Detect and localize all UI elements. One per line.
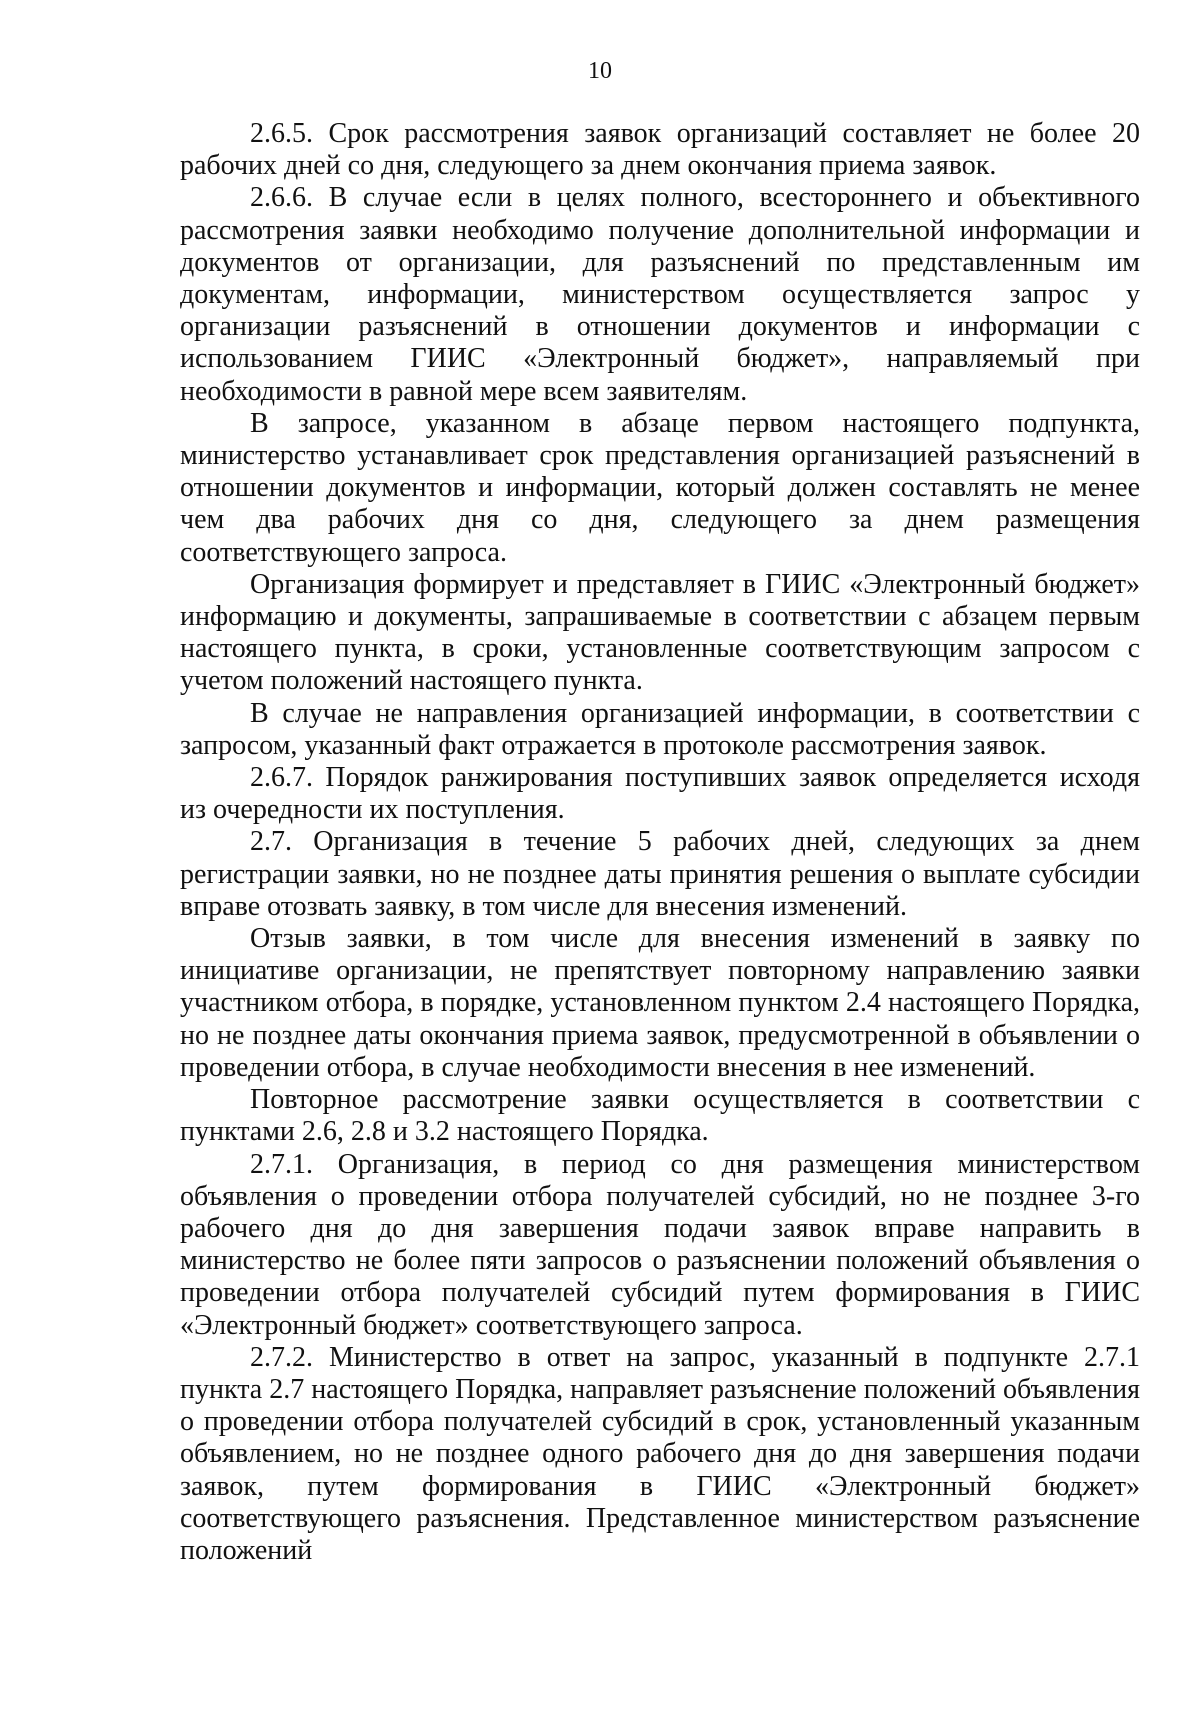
paragraph-2-7-2: 2.7.2. Министерство в ответ на запрос, указанный в подпункте 2.7.1 пункта 2.7 настоящего Порядка, направляет разъяснение положений объявления о проведении отбора получателей субсидий в срок, установленный указанным объявлением, но не позднее одного рабочего дня до дня завершения подачи заявок, путем формирования в ГИИС «Электронный бюджет» соответствующего разъяснения. Представленное министерством разъяснение положений xyxy=(180,1341,1140,1566)
paragraph-2-7-1: 2.7.1. Организация, в период со дня размещения министерством объявления о проведении отбора получателей субсидий, но не позднее 3-го рабочего дня до дня завершения подачи заявок вправе направить в министерство не более пяти запросов о разъяснении положений объявления о проведении отбора получателей субсидий путем формирования в ГИИС «Электронный бюджет» соответствующего запроса. xyxy=(180,1148,1140,1341)
paragraph-2-6-5: 2.6.5. Срок рассмотрения заявок организаций составляет не более 20 рабочих дней со дня, следующего за днем окончания приема заявок. xyxy=(180,118,1140,182)
document-body xyxy=(180,118,1140,1567)
paragraph-2-6-7: 2.6.7. Порядок ранжирования поступивших заявок определяется исходя из очередности их поступления. xyxy=(180,762,1140,826)
paragraph-organization-submits: Организация формирует и представляет в ГИИС «Электронный бюджет» информацию и документы, запрашиваемые в соответствии с абзацем первым настоящего пункта, в сроки, установленные соответствующим запросом с учетом положений настоящего пункта. xyxy=(180,568,1140,697)
paragraph-2-6-6: 2.6.6. В случае если в целях полного, всестороннего и объективного рассмотрения заявки необходимо получение дополнительной информации и документов от организации, для разъяснений по представленным им документам, информации, министерством осуществляется запрос у организации разъяснений в отношении документов и информации с использованием ГИИС «Электронный бюджет», направляемый при необходимости в равной мере всем заявителям. xyxy=(180,182,1140,407)
page-number: 10 xyxy=(588,58,612,84)
paragraph-request-deadline: В запросе, указанном в абзаце первом настоящего подпункта, министерство устанавливает срок представления организацией разъяснений в отношении документов и информации, который должен составлять не менее чем два рабочих дня со дня, следующего за днем размещения соответствующего запроса. xyxy=(180,407,1140,568)
paragraph-2-7: 2.7. Организация в течение 5 рабочих дней, следующих за днем регистрации заявки, но не позднее даты принятия решения о выплате субсидии вправе отозвать заявку, в том числе для внесения изменений. xyxy=(180,826,1140,922)
paragraph-non-submission: В случае не направления организацией информации, в соответствии с запросом, указанный факт отражается в протоколе рассмотрения заявок. xyxy=(180,697,1140,761)
paragraph-repeat-review: Повторное рассмотрение заявки осуществляется в соответствии с пунктами 2.6, 2.8 и 3.2 настоящего Порядка. xyxy=(180,1084,1140,1148)
paragraph-withdrawal: Отзыв заявки, в том числе для внесения изменений в заявку по инициативе организации, не препятствует повторному направлению заявки участником отбора, в порядке, установленном пунктом 2.4 настоящего Порядка, но не позднее даты окончания приема заявок, предусмотренной в объявлении о проведении отбора, в случае необходимости внесения в нее изменений. xyxy=(180,923,1140,1083)
